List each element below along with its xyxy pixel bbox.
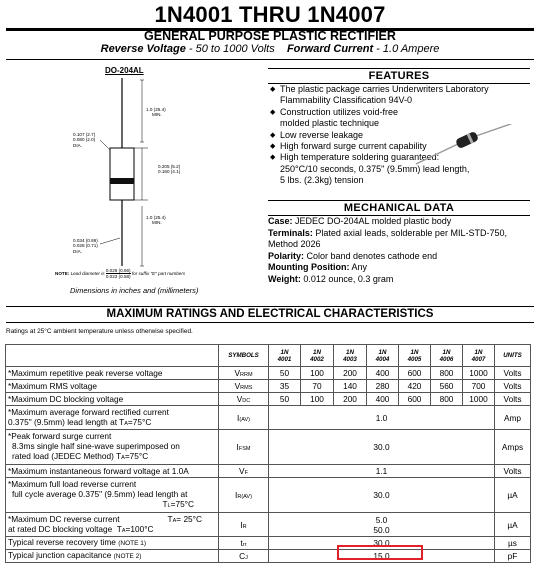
terminals-line-2: Method 2026 [268, 239, 321, 250]
subtitle: GENERAL PURPOSE PLASTIC RECTIFIER [144, 29, 396, 43]
spec-line [0, 43, 540, 55]
case-line: Case: JEDEC DO-204AL molded plastic body [268, 216, 452, 226]
part-header-4004: 1N 4004 [367, 345, 399, 367]
part-header-4005: 1N 4005 [399, 345, 431, 367]
feature-item: ◆ Construction utilizes void-free molded plastic technique [270, 107, 532, 130]
mounting-line: Mounting Position: Any [268, 262, 367, 273]
subtitle-rule [6, 59, 534, 60]
param-header [6, 345, 219, 367]
dim-body-width: 0.107 (2.7) 0.080 (2.0) DIA. [73, 132, 96, 148]
features-heading: FEATURES [268, 68, 530, 84]
weight-line: Weight: 0.012 ounce, 0.3 gram [268, 273, 394, 284]
diode-photo [414, 124, 524, 174]
feature-item: ◆ The plastic package carries Underwriters Laboratory Flammability Classification 94V-0 [270, 84, 532, 107]
row-iav: *Maximum average forward rectified current 0.375" (9.5mm) lead length at TA=75°C I(AV) 1.0 Amp [6, 406, 531, 430]
terminals-line: Terminals: Plated axial leads, solderable per MIL-STD-750, [268, 227, 507, 238]
feature-item: ◆ Low reverse leakage [270, 130, 532, 141]
feature-item: ◆ High forward surge current capability [270, 141, 532, 152]
part-header-4001: 1N 4001 [269, 345, 301, 367]
row-vrrm: *Maximum repetitive peak reverse voltage VRRM 50 100 200 400 600 800 1000 Volts [6, 367, 531, 380]
dim-lead-bottom: 1.0 (25.4) MIN. [146, 215, 166, 226]
forward-current-value: - 1.0 Ampere [373, 43, 440, 55]
page-title: 1N4001 THRU 1N4007 [154, 2, 386, 27]
package-label: DO-204AL [105, 66, 144, 75]
dim-body-length: 0.205 (5.2) 0.160 (4.1) [158, 164, 181, 175]
units-header: UNITS [495, 345, 531, 367]
package-outline-drawing [30, 76, 190, 276]
row-ifsm: *Peak forward surge current 8.3ms single half sine-wave superimposed on rated load (JEDEC Method) TA=75°C IFSM 30.0 Amps [6, 430, 531, 465]
dim-lead-diameter: 0.034 (0.86) 0.028 (0.71) DIA. [73, 238, 98, 254]
part-header-4003: 1N 4003 [334, 345, 367, 367]
ratings-note: Ratings at 25°C ambient temperature unless otherwise specified. [6, 328, 193, 335]
forward-current-label: Forward Current [286, 43, 374, 55]
polarity-line: Polarity: Color band denotes cathode end [268, 250, 438, 261]
part-header-4007: 1N 4007 [463, 345, 495, 367]
row-irav: *Maximum full load reverse current full cycle average 0.375" (9.5mm) lead length at TL=75°C IR(AV) 30.0 µA [6, 478, 531, 513]
row-vrms: *Maximum RMS voltage VRMS 35 70 140 280 420 560 700 Volts [6, 380, 531, 393]
highlight-box [337, 545, 423, 560]
dim-lead-top: 1.0 (25.4) MIN. [146, 107, 166, 118]
cathode-band [110, 178, 134, 184]
feature-item: ◆ High temperature soldering guaranteed: 250°C/10 seconds, 0.375" (9.5mm) lead length, 5 lbs. (2.3kg) tension [270, 152, 532, 186]
ratings-rule-top [6, 306, 534, 307]
row-cj: Typical junction capacitance (NOTE 2) CJ 15.0 pF [6, 550, 531, 563]
reverse-voltage-value: - 50 to 1000 Volts [185, 43, 275, 55]
symbols-header: SYMBOLS [219, 345, 269, 367]
ratings-rule-bottom [6, 322, 534, 323]
lead-note: NOTE: Lead diameter is $\frac{0.026 (0.66)}{0.023 (0.58)}$ for suffix "E" part numbers [55, 268, 186, 280]
mechanical-data [268, 216, 536, 286]
mechanical-heading: MECHANICAL DATA [268, 200, 530, 216]
ratings-heading: MAXIMUM RATINGS AND ELECTRICAL CHARACTERISTICS [106, 308, 434, 320]
dimension-caption: Dimensions in inches and (millimeters) [70, 286, 199, 295]
table-header-row [6, 345, 531, 367]
row-trr: Typical reverse recovery time (NOTE 1) trr 30.0 µs [6, 537, 531, 550]
ratings-table [5, 344, 531, 563]
row-vf: *Maximum instantaneous forward voltage at 1.0A VF 1.1 Volts [6, 465, 531, 478]
row-ir: *Maximum DC reverse current TA= 25°C at rated DC blocking voltage TA=100°C IR 5.0 50.0 µA [6, 513, 531, 537]
reverse-voltage-label: Reverse Voltage [100, 43, 186, 55]
row-vdc: *Maximum DC blocking voltage VDC 50 100 200 400 600 800 1000 Volts [6, 393, 531, 406]
part-header-4002: 1N 4002 [301, 345, 334, 367]
part-header-4006: 1N 4006 [431, 345, 463, 367]
